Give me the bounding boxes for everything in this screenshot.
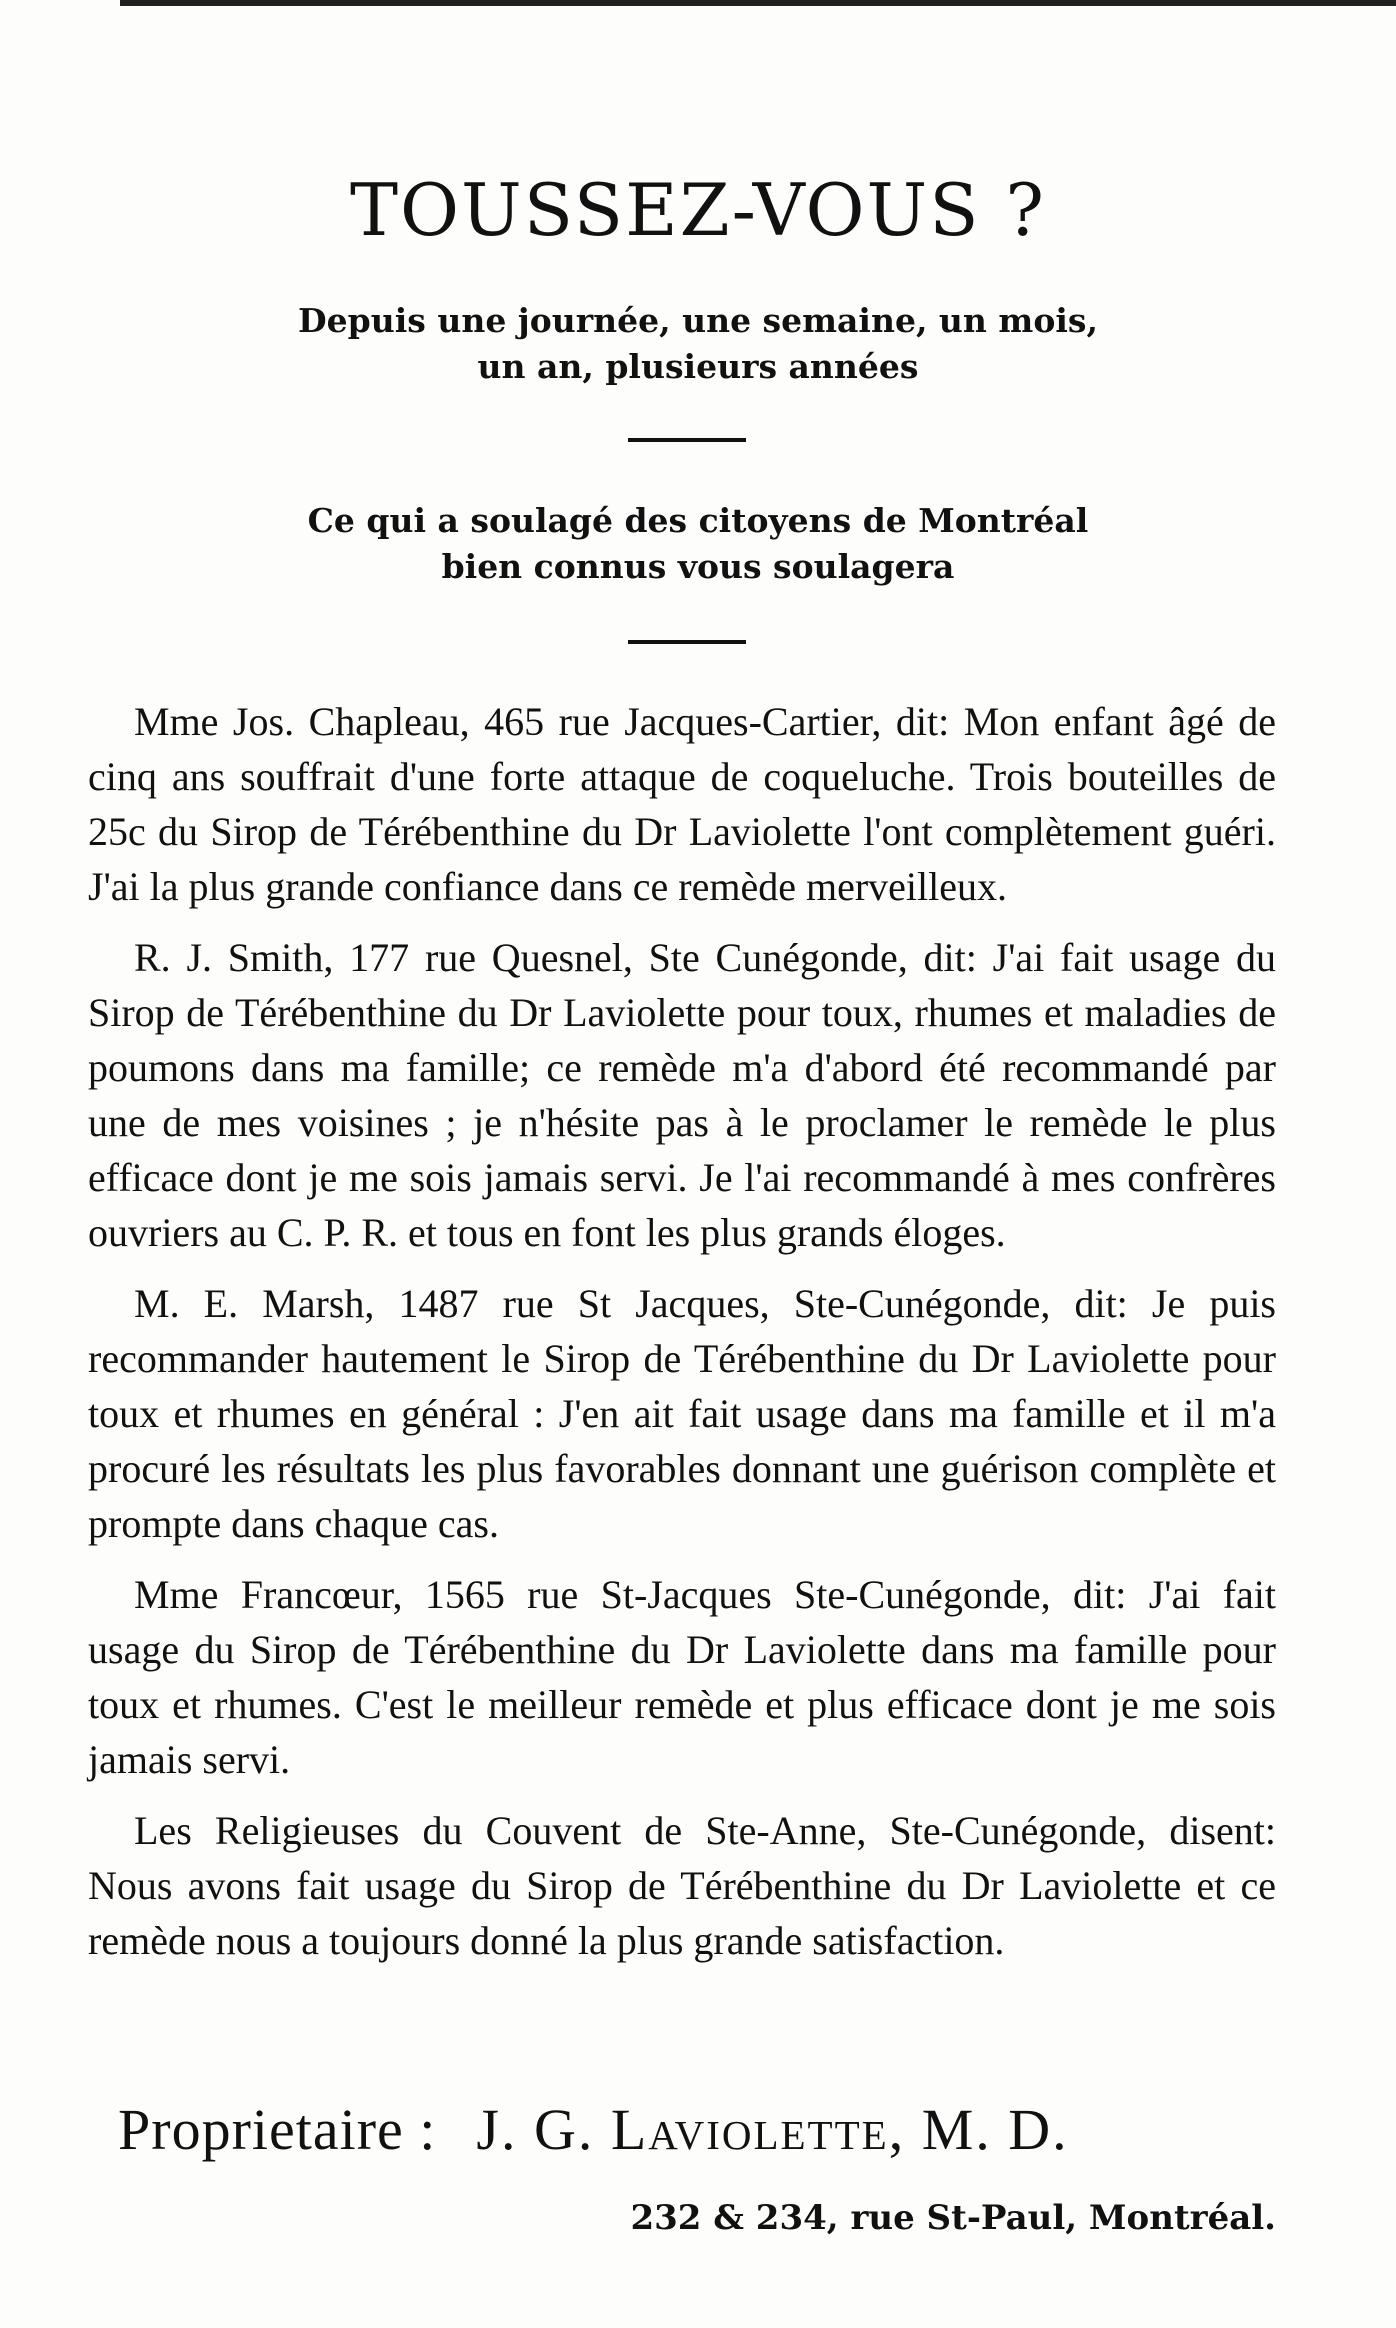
proprietor-address: 232 & 234, rue St-Paul, Montréal. [630, 2198, 1276, 2238]
tagline-line-1: Ce qui a soulagé des citoyens de Montréal [307, 501, 1089, 540]
testimonial-paragraph: R. J. Smith, 177 rue Quesnel, Ste Cunégonde, dit: J'ai fait usage du Sirop de Térébenthine du Dr Laviolette pour toux, rhumes et maladies de poumons dans ma famille; ce remède m'a d'abord été recommandé par une de mes voisines ; je n'hésite pas à le proclamer le remède le plus efficace dont je me sois jamais servi. Je l'ai recommandé à mes confrères ouvriers au C. P. R. et tous en font les plus grands éloges. [88, 935, 1276, 1255]
tagline-line-2: bien connus vous soulagera [441, 547, 955, 586]
testimonials [88, 694, 1276, 1984]
testimonial-paragraph: Mme Jos. Chapleau, 465 rue Jacques-Cartier, dit: Mon enfant âgé de cinq ans souffrait d'une forte attaque de coqueluche. Trois bouteilles de 25c du Sirop de Térébenthine du Dr Laviolette l'ont complètement guéri. J'ai la plus grande confiance dans ce remède merveilleux. [88, 699, 1276, 909]
subtitle-line-2: un an, plusieurs années [477, 347, 919, 386]
proprietor-line [118, 2096, 1278, 2163]
divider-rule [628, 640, 746, 644]
proprietor-label: Proprietaire : [118, 2097, 437, 2162]
subtitle [0, 298, 1396, 390]
proprietor-name: J. G. Laviolette, M. D. [476, 2097, 1069, 2162]
top-border-line [120, 0, 1396, 6]
tagline [0, 498, 1396, 590]
subtitle-line-1: Depuis une journée, une semaine, un mois, [298, 301, 1098, 340]
testimonial-paragraph: Mme Francœur, 1565 rue St-Jacques Ste-Cunégonde, dit: J'ai fait usage du Sirop de Térébenthine du Dr Laviolette dans ma famille pour toux et rhumes. C'est le meilleur remède et plus efficace dont je me sois jamais servi. [88, 1572, 1276, 1782]
page-title: TOUSSEZ-VOUS ? [349, 168, 1047, 252]
divider-rule [628, 438, 746, 442]
testimonial-paragraph: Les Religieuses du Couvent de Ste-Anne, Ste-Cunégonde, disent: Nous avons fait usage du Sirop de Térébenthine du Dr Laviolette et ce remède nous a toujours donné la plus grande satisfaction. [88, 1808, 1276, 1963]
testimonial-paragraph: M. E. Marsh, 1487 rue St Jacques, Ste-Cunégonde, dit: Je puis recommander hautement le Sirop de Térébenthine du Dr Laviolette pour toux et rhumes en général : J'en ait fait usage dans ma famille et il m'a procuré les résultats les plus favorables donnant une guérison complète et prompte dans chaque cas. [88, 1281, 1276, 1546]
